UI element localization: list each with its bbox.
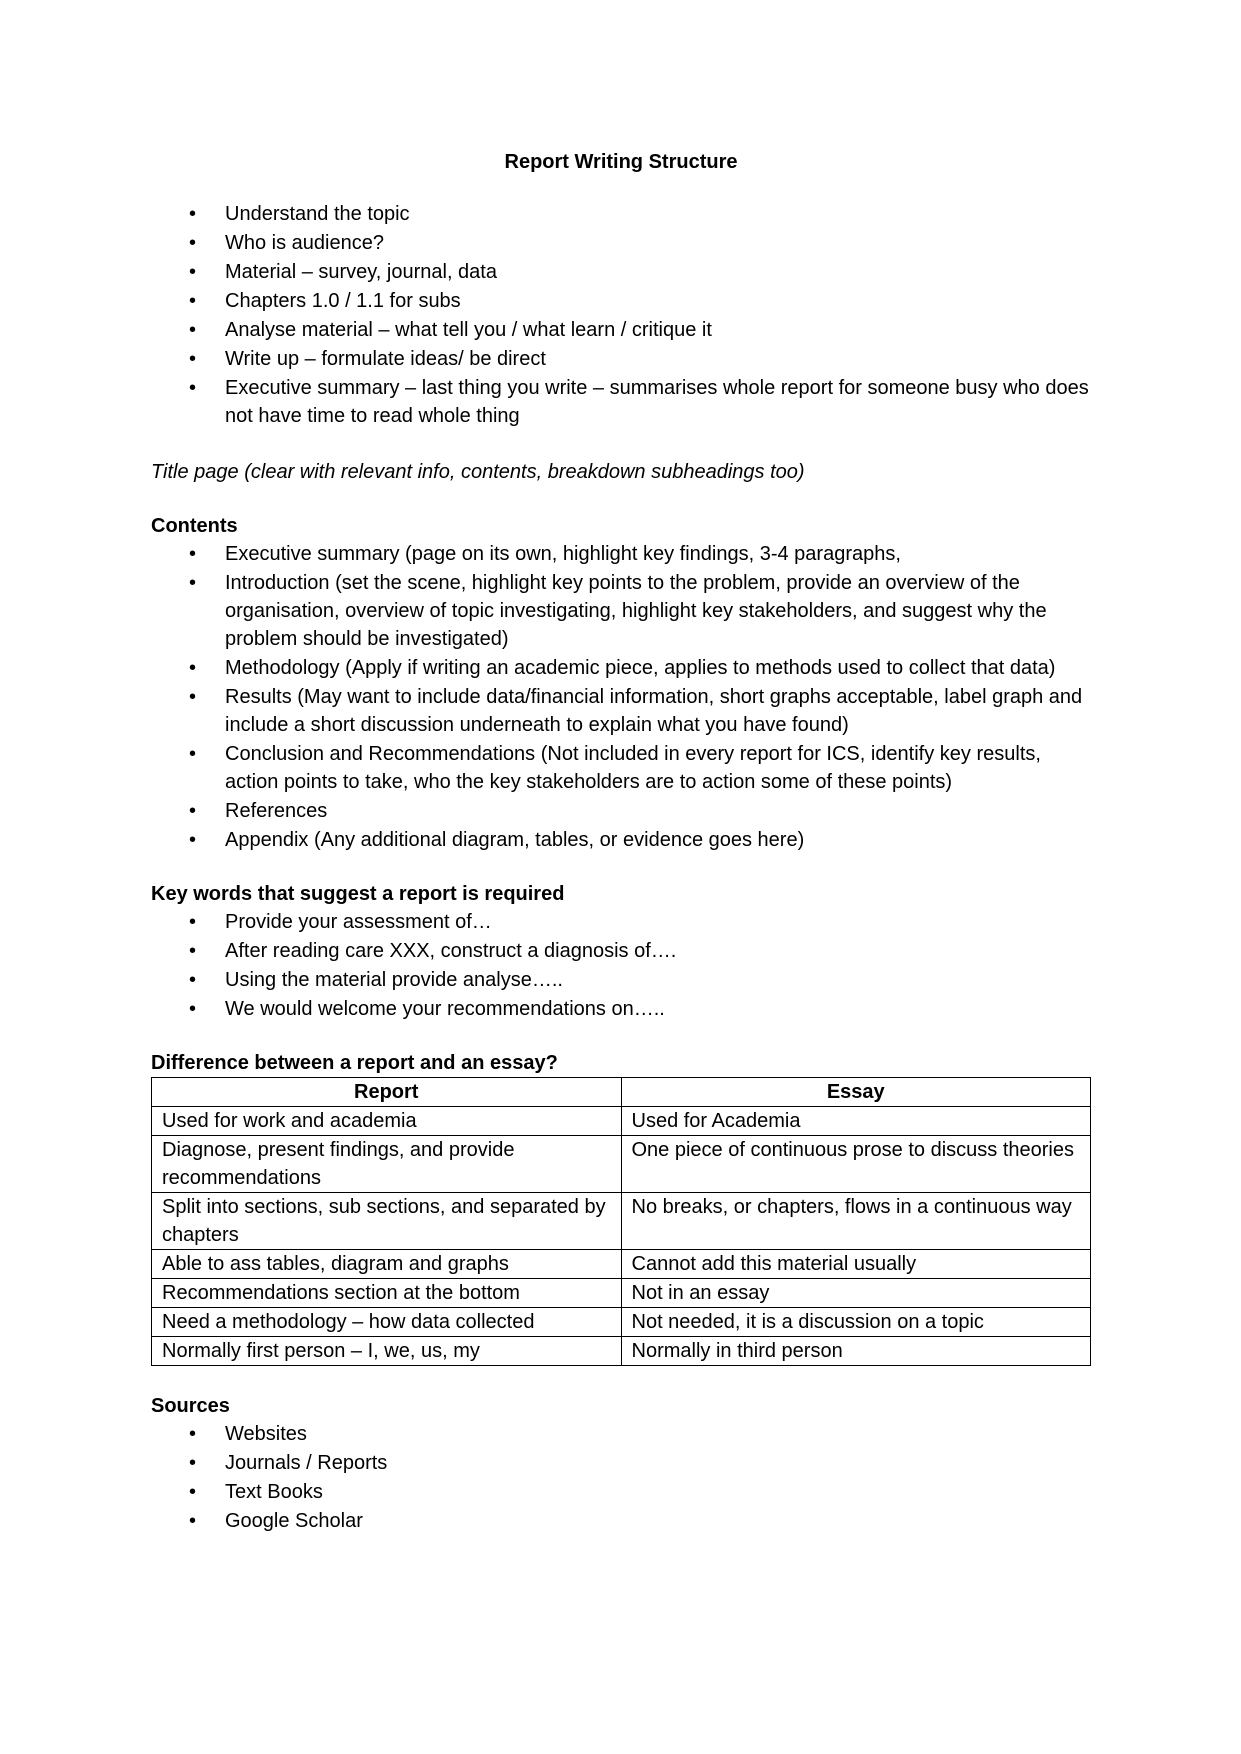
- table-cell: Recommendations section at the bottom: [152, 1279, 622, 1308]
- contents-bullet-list: [151, 540, 1091, 854]
- document-page: [151, 148, 1091, 1535]
- table-row: [152, 1193, 1091, 1250]
- table-cell: One piece of continuous prose to discuss theories: [621, 1136, 1091, 1193]
- column-header-report: Report: [152, 1078, 622, 1107]
- list-item: • Journals / Reports: [151, 1449, 1091, 1477]
- document-title: Report Writing Structure: [504, 151, 738, 173]
- column-header-essay: Essay: [621, 1078, 1091, 1107]
- table-cell: Normally in third person: [621, 1337, 1091, 1366]
- table-cell: Need a methodology – how data collected: [152, 1308, 622, 1337]
- table-row: [152, 1136, 1091, 1193]
- table-cell: No breaks, or chapters, flows in a continuous way: [621, 1193, 1091, 1250]
- list-item: • Who is audience?: [151, 229, 1091, 257]
- table-cell: Cannot add this material usually: [621, 1250, 1091, 1279]
- list-item: • Introduction (set the scene, highlight key points to the problem, provide an overview of the organisation, overview of topic investigating, highlight key stakeholders, and suggest why the problem should be investigated): [151, 569, 1091, 653]
- list-item: • Write up – formulate ideas/ be direct: [151, 345, 1091, 373]
- list-item: • Google Scholar: [151, 1507, 1091, 1535]
- table-cell: Split into sections, sub sections, and separated by chapters: [152, 1193, 622, 1250]
- table-row: [152, 1279, 1091, 1308]
- table-cell: Diagnose, present findings, and provide recommendations: [152, 1136, 622, 1193]
- list-item: • We would welcome your recommendations on…..: [151, 995, 1091, 1023]
- intro-bullet-list: [151, 200, 1091, 430]
- keywords-bullet-list: [151, 908, 1091, 1023]
- list-item: • After reading care XXX, construct a diagnosis of….: [151, 937, 1091, 965]
- list-item: • Understand the topic: [151, 200, 1091, 228]
- contents-heading: Contents: [151, 515, 238, 537]
- sources-bullet-list: [151, 1420, 1091, 1535]
- table-cell: Used for Academia: [621, 1107, 1091, 1136]
- list-item: • Conclusion and Recommendations (Not included in every report for ICS, identify key results, action points to take, who the key stakeholders are to action some of these points): [151, 740, 1091, 796]
- difference-heading: Difference between a report and an essay?: [151, 1052, 558, 1074]
- table-cell: Used for work and academia: [152, 1107, 622, 1136]
- table-cell: Normally first person – I, we, us, my: [152, 1337, 622, 1366]
- table-row: [152, 1337, 1091, 1366]
- list-item: • Provide your assessment of…: [151, 908, 1091, 936]
- table-row: [152, 1308, 1091, 1337]
- list-item: • Analyse material – what tell you / what learn / critique it: [151, 316, 1091, 344]
- list-item: • Using the material provide analyse…..: [151, 966, 1091, 994]
- list-item: • Results (May want to include data/financial information, short graphs acceptable, label graph and include a short discussion underneath to explain what you have found): [151, 683, 1091, 739]
- list-item: • Material – survey, journal, data: [151, 258, 1091, 286]
- list-item: • Methodology (Apply if writing an academic piece, applies to methods used to collect that data): [151, 654, 1091, 682]
- table-cell: Not needed, it is a discussion on a topic: [621, 1308, 1091, 1337]
- list-item: • Websites: [151, 1420, 1091, 1448]
- report-essay-table: [151, 1077, 1091, 1366]
- sources-heading: Sources: [151, 1395, 230, 1417]
- list-item: • References: [151, 797, 1091, 825]
- list-item: • Appendix (Any additional diagram, tables, or evidence goes here): [151, 826, 1091, 854]
- table-cell: Able to ass tables, diagram and graphs: [152, 1250, 622, 1279]
- table-row: [152, 1107, 1091, 1136]
- keywords-heading: Key words that suggest a report is required: [151, 883, 565, 905]
- list-item: • Executive summary (page on its own, highlight key findings, 3-4 paragraphs,: [151, 540, 1091, 568]
- table-row: [152, 1250, 1091, 1279]
- table-cell: Not in an essay: [621, 1279, 1091, 1308]
- table-header-row: [152, 1078, 1091, 1107]
- list-item: • Text Books: [151, 1478, 1091, 1506]
- list-item: • Executive summary – last thing you write – summarises whole report for someone busy who does not have time to read whole thing: [151, 374, 1091, 430]
- title-page-note: Title page (clear with relevant info, contents, breakdown subheadings too): [151, 461, 805, 483]
- list-item: • Chapters 1.0 / 1.1 for subs: [151, 287, 1091, 315]
